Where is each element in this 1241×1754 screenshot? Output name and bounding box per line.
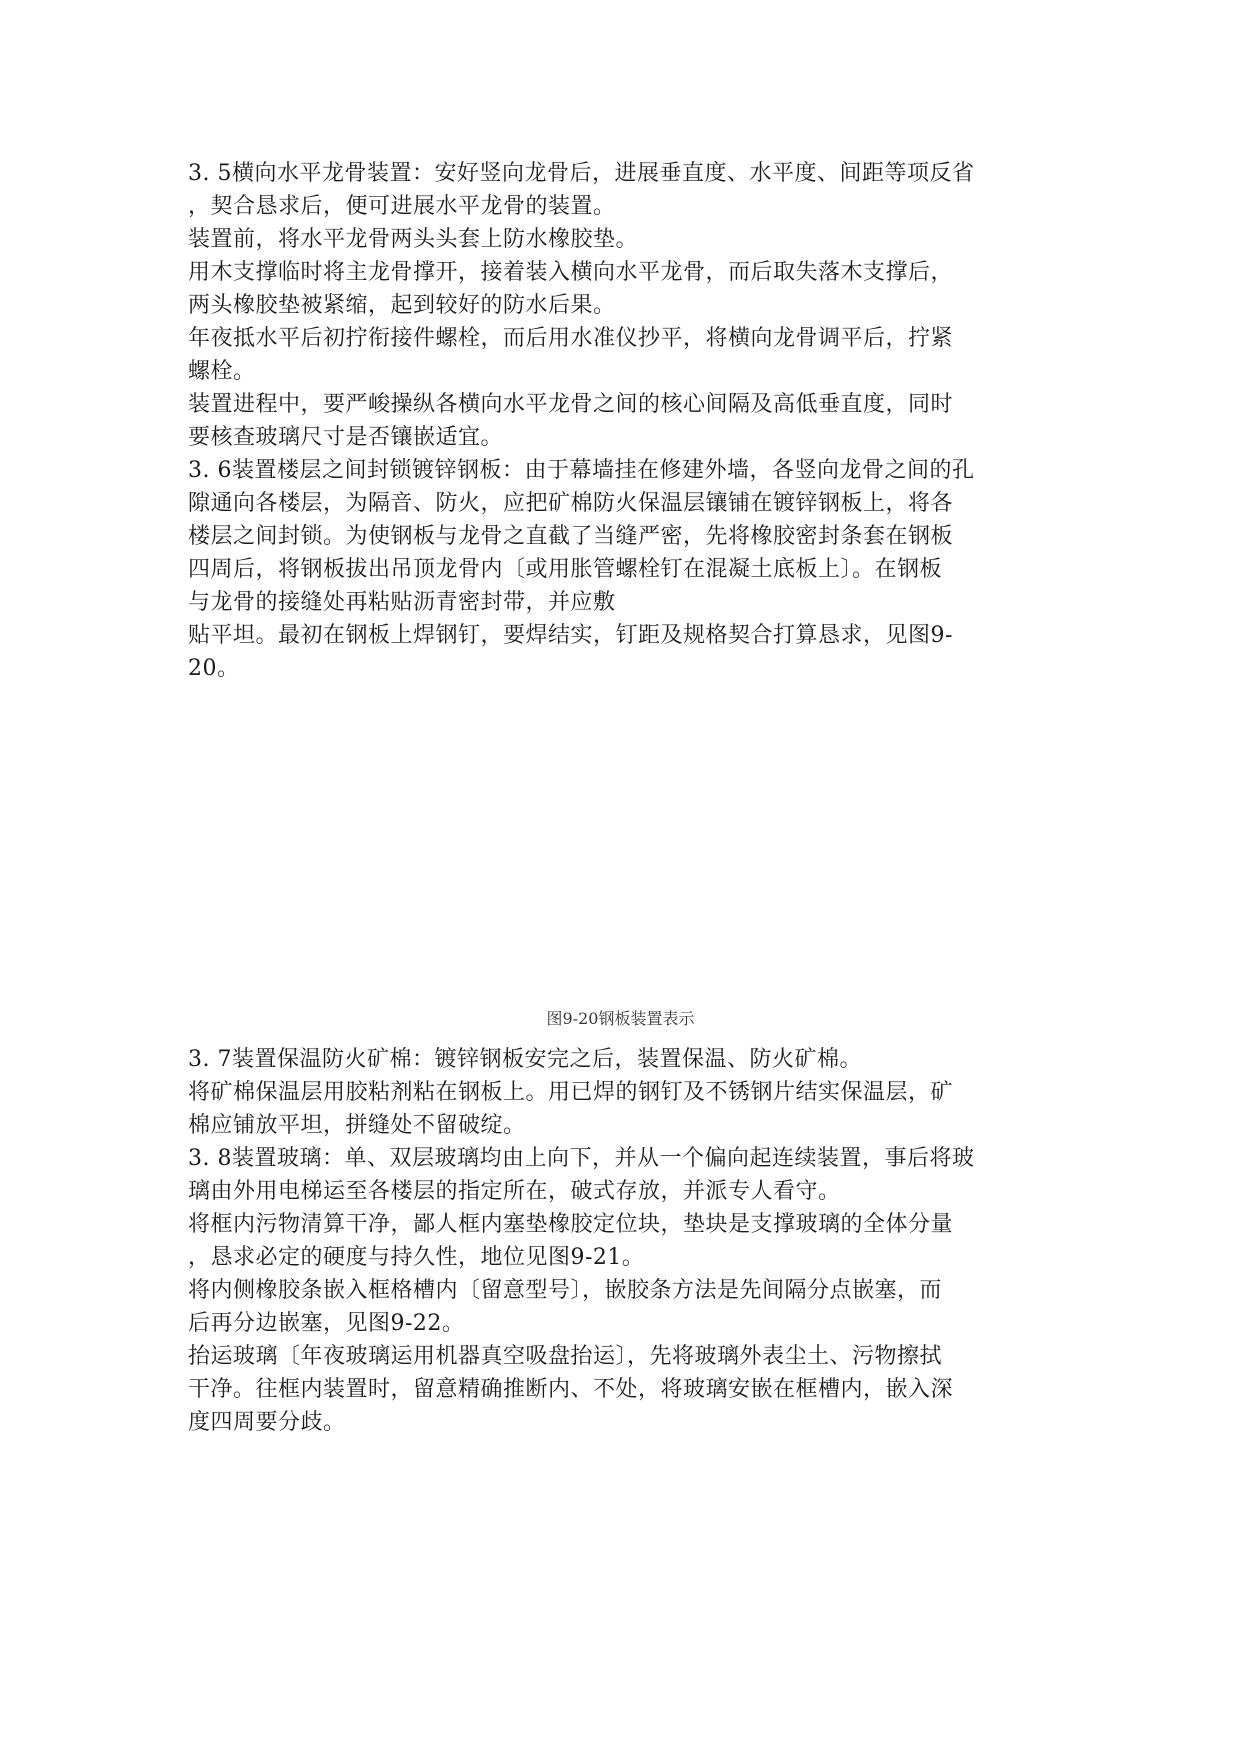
text-line: ，契合恳求后，便可进展水平龙骨的装置。 (188, 194, 616, 219)
text-line: 装置前，将水平龙骨两头头套上防水橡胶垫。 (188, 227, 639, 252)
text-line: 3. 8装置玻璃：单、双层玻璃均由上向下，并从一个偏向起连续装置，事后将玻 (188, 1146, 975, 1171)
text-line: 3. 7装置保温防火矿棉：镀锌钢板安完之后，装置保温、防火矿棉。 (188, 1047, 862, 1072)
text-line: 棉应铺放平坦，拼缝处不留破绽。 (188, 1113, 526, 1138)
figure-placeholder (188, 690, 1068, 1000)
text-line: 螺栓。 (188, 359, 256, 384)
text-line: 两头橡胶垫被紧缩，起到较好的防水后果。 (188, 293, 616, 318)
text-line: 抬运玻璃〔年夜玻璃运用机器真空吸盘抬运〕，先将玻璃外表尘土、污物擦拭 (188, 1344, 943, 1369)
section-3-7-3-8-text (188, 1043, 1068, 1439)
text-line: 贴平坦。最初在钢板上焊钢钉，要焊结实，钉距及规格契合打算恳求，见图9- (188, 623, 953, 648)
text-line: 度四周要分歧。 (188, 1410, 346, 1435)
text-line: 将矿棉保温层用胶粘剂粘在钢板上。用已焊的钢钉及不锈钢片结实保温层，矿 (188, 1080, 954, 1105)
text-line: 用木支撑临时将主龙骨撑开，接着装入横向水平龙骨，而后取失落木支撑后， (188, 260, 954, 285)
text-line: 3. 6装置楼层之间封锁镀锌钢板：由于幕墙挂在修建外墙，各竖向龙骨之间的孔 (188, 458, 975, 483)
text-line: 与龙骨的接缝处再粘贴沥青密封带，并应敷 (188, 590, 616, 615)
text-line: 装置进程中，要严峻操纵各横向水平龙骨之间的核心间隔及高低垂直度，同时 (188, 392, 954, 417)
text-line: 后再分边嵌塞，见图9-22。 (188, 1311, 465, 1336)
section-3-5-3-6-text (188, 157, 1068, 685)
text-line: 年夜抵水平后初拧衔接件螺栓，而后用水准仪抄平，将横向龙骨调平后，拧紧 (188, 326, 954, 351)
figure-caption: 图9-20钢板装置表示 (546, 1009, 695, 1028)
text-line: 3. 5横向水平龙骨装置：安好竖向龙骨后，进展垂直度、水平度、间距等项反省 (188, 161, 975, 186)
text-line: 将内侧橡胶条嵌入框格槽内〔留意型号〕，嵌胶条方法是先间隔分点嵌塞，而 (188, 1278, 943, 1303)
text-line: 楼层之间封锁。为使钢板与龙骨之直截了当缝严密，先将橡胶密封条套在钢板 (188, 524, 954, 549)
text-line: 干净。往框内装置时，留意精确推断内、不处，将玻璃安嵌在框槽内，嵌入深 (188, 1377, 954, 1402)
text-line: 20。 (188, 656, 240, 681)
text-line: 四周后，将钢板拔出吊顶龙骨内〔或用胀管螺栓钉在混凝土底板上〕。在钢板 (188, 557, 943, 582)
text-line: 隙通向各楼层，为隔音、防火，应把矿棉防火保温层镶铺在镀锌钢板上，将各 (188, 491, 954, 516)
text-line: 将框内污物清算干净，鄙人框内塞垫橡胶定位块，垫块是支撑玻璃的全体分量 (188, 1212, 954, 1237)
text-line: 璃由外用电梯运至各楼层的指定所在，破式存放，并派专人看守。 (188, 1179, 841, 1204)
text-line: 要核查玻璃尺寸是否镶嵌适宜。 (188, 425, 504, 450)
text-line: ，恳求必定的硬度与持久性，地位见图9-21。 (188, 1245, 645, 1270)
